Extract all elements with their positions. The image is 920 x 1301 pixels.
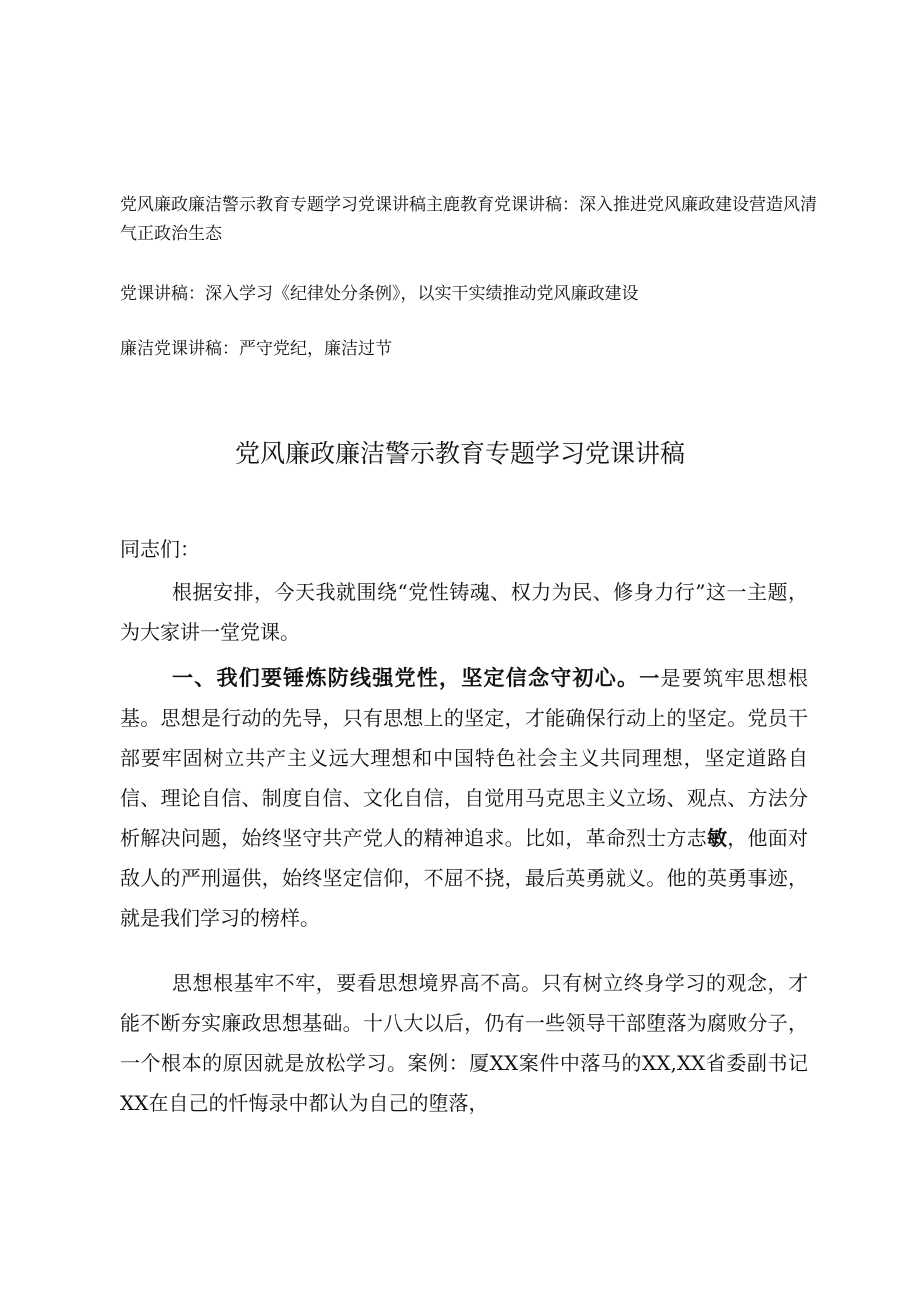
- salutation: 同志们：: [120, 537, 200, 561]
- section-first-char: 一: [639, 666, 661, 690]
- section-name-char: 敏: [707, 826, 728, 850]
- section-body-a: 是要筑牢思想根基。思想是行动的先导，只有思想上的坚定，才能确保行动上的坚定。党员干部要牢固树立共产主义远大理想和中国特色社会主义共同理想，坚定道路自信、理论自信、制度自信、文化自信，自觉用马克思主义立场、观点、方法分析解决问题，始终坚守共产党人的精神追求。比如，革命烈士方志: [120, 666, 808, 850]
- toc-item-3: 廉洁党课讲稿：严守党纪，廉洁过节: [120, 339, 392, 359]
- document-title: 党风廉政廉洁警示教育专题学习党课讲稿: [234, 439, 685, 468]
- paragraph-section-one: [120, 658, 808, 938]
- paragraph-intro: 根据安排，今天我就围绕“党性铸魂、权力为民、修身力行”这一主题，为大家讲一堂党课。: [120, 580, 808, 644]
- toc-item-2: 党课讲稿：深入学习《纪律处分条例》，以实干实绩推动党风廉政建设: [120, 284, 639, 304]
- section-body-b: ，他面对敌人的严刑逼供，始终坚定信仰，不屈不挠，最后英勇就义。他的英勇事迹，就是我们学习的榜样。: [120, 826, 809, 930]
- paragraph-thought-foundation: 思想根基牢不牢，要看思想境界高不高。只有树立终身学习的观念，才能不断夯实廉政思想基础。十八大以后，仍有一些领导干部堕落为腐败分子，一个根本的原因就是放松学习。案例：厦XX案件中落马的XX,XX省委副书记XX在自己的忏悔录中都认为自己的堕落，: [120, 971, 808, 1115]
- toc-item-1: 党风廉政廉洁警示教育专题学习党课讲稿主鹿教育党课讲稿：深入推进党风廉政建设营造风清气正政治生态: [120, 195, 817, 244]
- section-heading: 一、我们要锤炼防线强党性，坚定信念守初心。: [172, 666, 640, 690]
